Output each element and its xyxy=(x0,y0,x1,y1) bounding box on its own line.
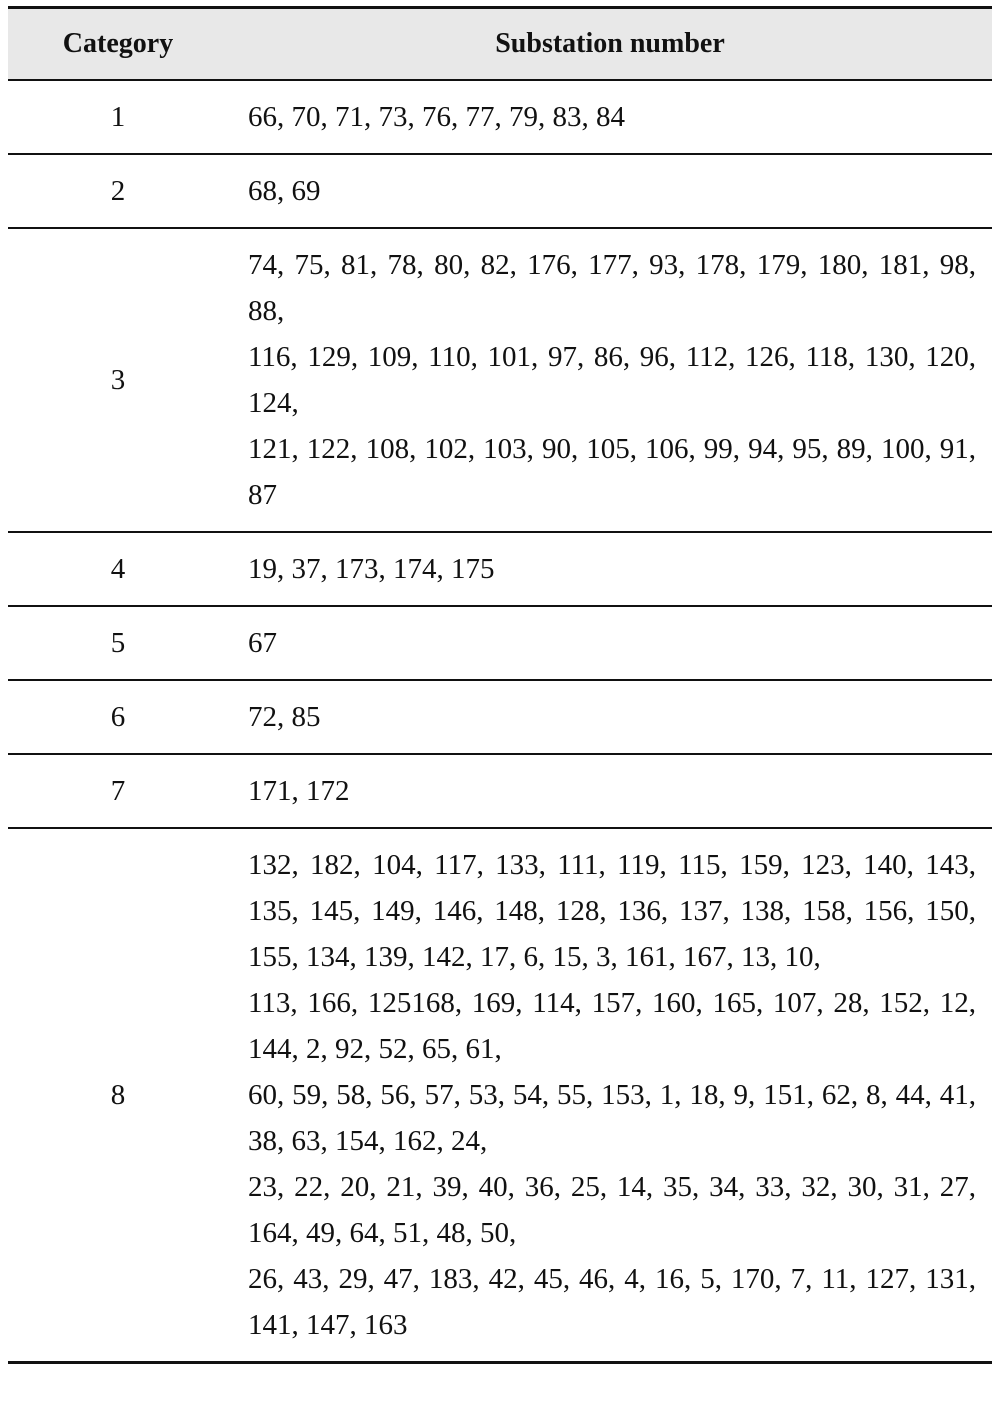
substation-number-line: 171, 172 xyxy=(248,775,350,807)
category-cell: 1 xyxy=(8,80,228,154)
table-row xyxy=(8,606,992,680)
substation-number-line: 60, 59, 58, 56, 57, 53, 54, 55, 153, 1, 18, 9, 151, 62, 8, 44, 41, 38, 63, 154, 162, 24, xyxy=(248,1079,976,1157)
category-cell: 8 xyxy=(8,828,228,1363)
substation-number-line: 74, 75, 81, 78, 80, 82, 176, 177, 93, 178, 179, 180, 181, 98, 88, xyxy=(248,249,976,327)
substation-number-line: 23, 22, 20, 21, 39, 40, 36, 25, 14, 35, 34, 33, 32, 30, 31, 27, 164, 49, 64, 51, 48, 50, xyxy=(248,1171,976,1249)
category-cell: 3 xyxy=(8,228,228,532)
header-row xyxy=(8,8,992,81)
table-header xyxy=(8,8,992,81)
category-cell: 6 xyxy=(8,680,228,754)
substation-number-line: 113, 166, 125168, 169, 114, 157, 160, 165, 107, 28, 152, 12, 144, 2, 92, 52, 65, 61, xyxy=(248,987,976,1065)
substation-number-line: 66, 70, 71, 73, 76, 77, 79, 83, 84 xyxy=(248,101,625,133)
substation-number-line: 68, 69 xyxy=(248,175,321,207)
substation-numbers-cell xyxy=(228,680,992,754)
table-row xyxy=(8,532,992,606)
substation-numbers-cell xyxy=(228,828,992,1363)
substation-numbers-cell xyxy=(228,532,992,606)
table-row xyxy=(8,228,992,532)
header-category: Category xyxy=(8,8,228,81)
substation-numbers-cell xyxy=(228,606,992,680)
substation-numbers-cell xyxy=(228,228,992,532)
substation-number-line: 121, 122, 108, 102, 103, 90, 105, 106, 99, 94, 95, 89, 100, 91, 87 xyxy=(248,433,976,511)
table-row xyxy=(8,828,992,1363)
substation-number-line: 72, 85 xyxy=(248,701,321,733)
table-row xyxy=(8,80,992,154)
table-body xyxy=(8,80,992,1363)
substation-numbers-cell xyxy=(228,754,992,828)
substation-number-line: 26, 43, 29, 47, 183, 42, 45, 46, 4, 16, 5, 170, 7, 11, 127, 131, 141, 147, 163 xyxy=(248,1263,976,1341)
category-cell: 4 xyxy=(8,532,228,606)
substation-number-line: 116, 129, 109, 110, 101, 97, 86, 96, 112, 126, 118, 130, 120, 124, xyxy=(248,341,976,419)
substation-number-line: 132, 182, 104, 117, 133, 111, 119, 115, 159, 123, 140, 143, 135, 145, 149, 146, 148, 128, 136, 137, 138, 158, 156, 150, 155, 134, 139, 142, 17, 6, 15, 3, 161, 167, 13, 10, xyxy=(248,849,976,973)
category-cell: 2 xyxy=(8,154,228,228)
substation-category-table xyxy=(8,6,992,1364)
header-substation-number: Substation number xyxy=(228,8,992,81)
table-row xyxy=(8,680,992,754)
substation-number-line: 19, 37, 173, 174, 175 xyxy=(248,553,495,585)
table-row xyxy=(8,154,992,228)
substation-numbers-cell xyxy=(228,154,992,228)
substation-category-table-wrapper xyxy=(8,6,992,1364)
substation-number-line: 67 xyxy=(248,627,277,659)
category-cell: 7 xyxy=(8,754,228,828)
category-cell: 5 xyxy=(8,606,228,680)
table-row xyxy=(8,754,992,828)
substation-numbers-cell xyxy=(228,80,992,154)
